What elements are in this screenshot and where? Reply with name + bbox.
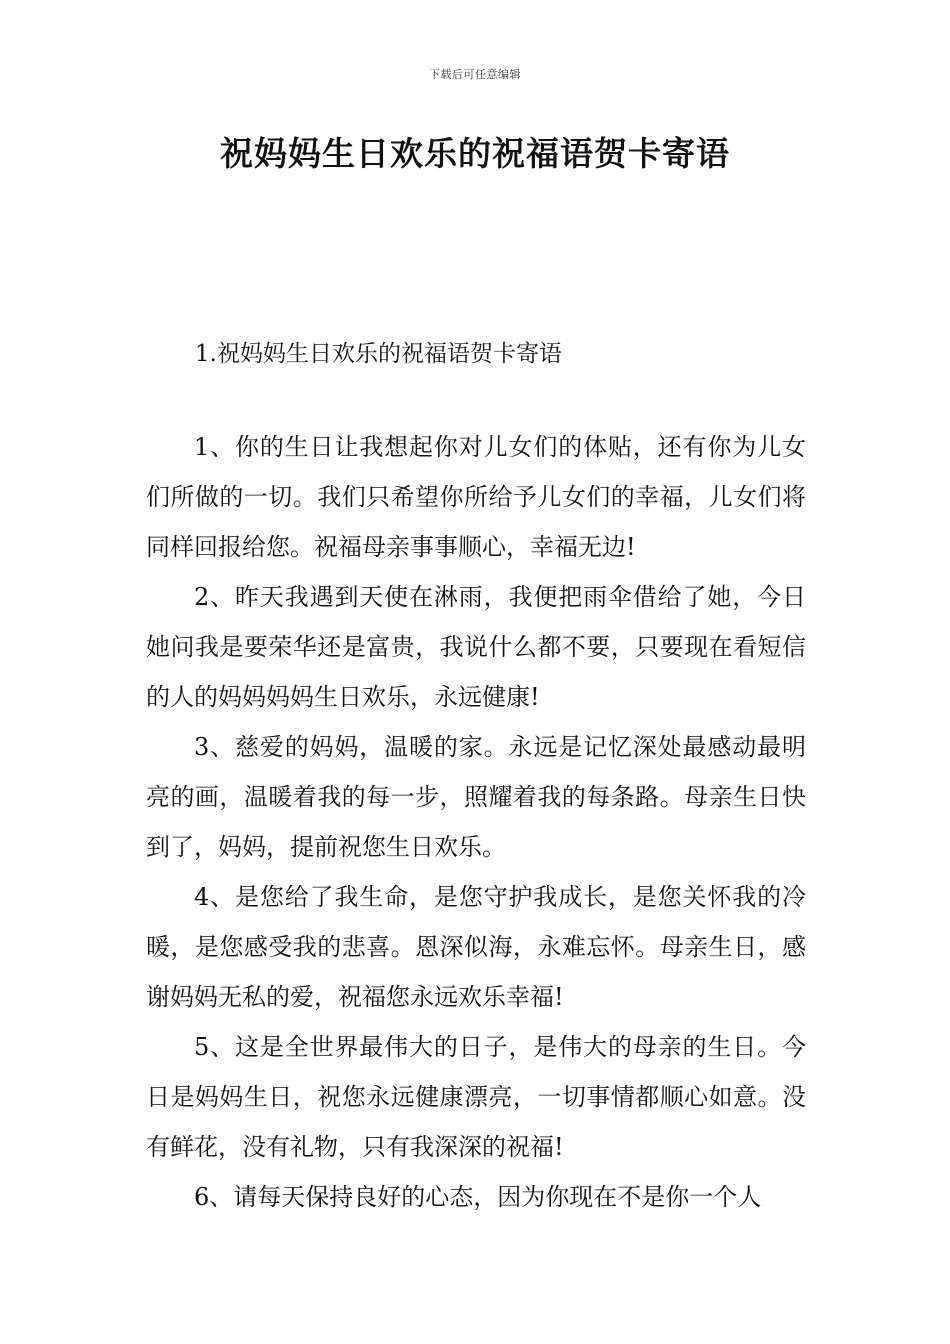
- header-note: 下载后可任意编辑: [429, 68, 521, 81]
- paragraph: 4、是您给了我生命，是您守护我成长，是您关怀我的冷暖，是您感受我的悲喜。恩深似海，永难忘怀。母亲生日，感谢妈妈无私的爱，祝福您永远欢乐幸福!: [146, 883, 806, 1011]
- paragraph: 3、慈爱的妈妈，温暖的家。永远是记忆深处最感动最明亮的画，温暖着我的每一步，照耀着我的每条路。母亲生日快到了，妈妈，提前祝您生日欢乐。: [146, 733, 806, 861]
- body-text: [146, 422, 806, 1222]
- section-heading: 1.祝妈妈生日欢乐的祝福语贺卡寄语: [195, 341, 562, 367]
- paragraph: 1、你的生日让我想起你对儿女们的体贴，还有你为儿女们所做的一切。我们只希望你所给予儿女们的幸福，儿女们将同样回报给您。祝福母亲事事顺心，幸福无边!: [146, 433, 806, 561]
- paragraph: 5、这是全世界最伟大的日子，是伟大的母亲的生日。今日是妈妈生日，祝您永远健康漂亮，一切事情都顺心如意。没有鲜花，没有礼物，只有我深深的祝福!: [146, 1033, 806, 1161]
- paragraph: 6、请每天保持良好的心态，因为你现在不是你一个人: [194, 1183, 762, 1211]
- paragraph: 2、昨天我遇到天使在淋雨，我便把雨伞借给了她，今日她问我是要荣华还是富贵，我说什么都不要，只要现在看短信的人的妈妈妈妈生日欢乐，永远健康!: [146, 583, 806, 711]
- document-title: 祝妈妈生日欢乐的祝福语贺卡寄语: [220, 134, 730, 173]
